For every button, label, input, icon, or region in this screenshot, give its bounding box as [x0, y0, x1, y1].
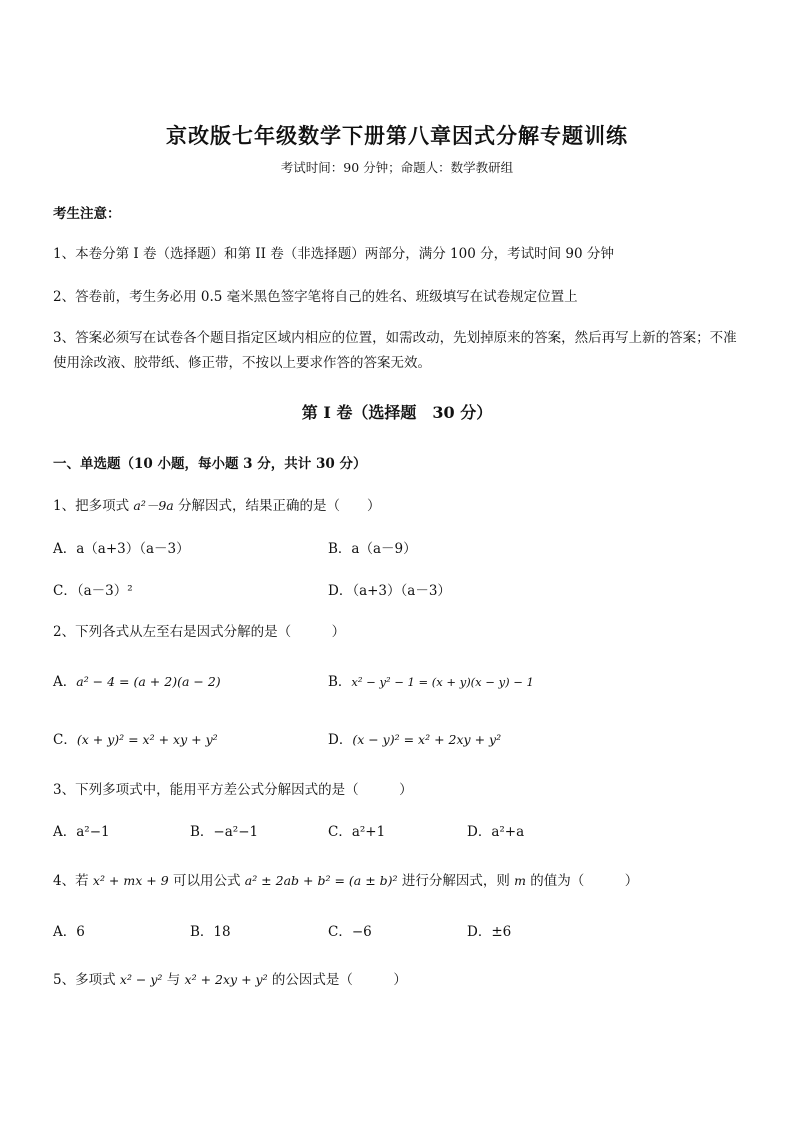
question-5-math-2: x² + 2xy + y²: [184, 972, 268, 987]
question-5-math-1: x² − y²: [119, 972, 163, 987]
question-2-option-a: [53, 670, 221, 690]
question-1-option-a: A．a（a+3）（a－3）: [53, 541, 190, 557]
question-4-math-3: m: [514, 873, 526, 888]
question-2-option-c: [53, 728, 218, 748]
question-2-stem: 2、下列各式从左至右是因式分解的是（ ）: [53, 624, 346, 640]
question-2-option-a-label: A．: [53, 674, 77, 690]
question-3-option-d: D．a²+a: [467, 824, 525, 840]
question-5-stem: [53, 968, 407, 988]
exam-info: 考试时间：90 分钟；命题人：数学教研组: [280, 160, 514, 175]
question-2-option-d-math: (x − y)² = x² + 2xy + y²: [352, 732, 502, 747]
question-1-option-c: C．（a－3）²: [53, 583, 133, 599]
question-1-option-b: B．a（a－9）: [328, 541, 417, 557]
question-3-stem: 3、下列多项式中，能用平方差公式分解因式的是（ ）: [53, 782, 413, 798]
question-2-option-c-label: C．: [53, 732, 77, 748]
question-4-text-mid-2: 进行分解因式，则: [397, 873, 515, 889]
notice-item-2: 2、答卷前，考生务必用 0.5 毫米黑色签字笔将自己的姓名、班级填写在试卷规定位置上: [53, 289, 578, 305]
question-2-option-b-label: B．: [328, 674, 352, 690]
question-3-option-a: A．a²−1: [53, 824, 110, 840]
question-4-stem: [53, 869, 638, 889]
question-2-option-b: [328, 670, 534, 690]
question-2-option-b-math: x² − y² − 1 = (x + y)(x − y) − 1: [351, 675, 534, 689]
question-4-option-b: B．18: [190, 924, 231, 940]
question-4-math-1: x² + mx + 9: [92, 873, 169, 888]
question-1-math: a²－9a: [133, 498, 174, 513]
question-4-option-a: A．6: [53, 924, 85, 940]
question-5-text-post: 的公因式是（ ）: [267, 972, 407, 988]
page-title: 京改版七年级数学下册第八章因式分解专题训练: [166, 123, 628, 148]
question-1-text-post: 分解因式，结果正确的是（ ）: [173, 498, 381, 514]
notice-heading: 考生注意：: [53, 206, 121, 222]
notice-item-3: 3、答案必须写在试卷各个题目指定区域内相应的位置，如需改动，先划掉原来的答案，然后再写上新的答案；不准使用涂改液、胶带纸、修正带，不按以上要求作答的答案无效。: [53, 330, 737, 371]
question-5-text-pre: 5、多项式: [53, 972, 120, 988]
question-4-option-c: C．−6: [328, 924, 372, 940]
question-4-option-d: D．±6: [467, 924, 512, 940]
question-1-stem: [53, 494, 381, 514]
question-4-text-post: 的值为（ ）: [526, 873, 639, 889]
notice-item-1: 1、本卷分第 I 卷（选择题）和第 II 卷（非选择题）两部分，满分 100 分，考试时间 90 分钟: [53, 246, 614, 262]
question-4-text-pre: 4、若: [53, 873, 93, 889]
question-1-option-d: D．（a+3）（a－3）: [328, 583, 451, 599]
question-2-option-d: [328, 728, 501, 748]
question-2-option-d-label: D．: [328, 732, 353, 748]
part-heading: 一、单选题（10 小题，每小题 3 分，共计 30 分）: [53, 456, 367, 472]
question-2-option-c-math: (x + y)² = x² + xy + y²: [76, 732, 218, 747]
section-title: 第 I 卷（选择题 30 分）: [301, 403, 493, 422]
question-3-option-c: C．a²+1: [328, 824, 386, 840]
question-5-text-mid: 与: [162, 972, 185, 988]
question-4-math-2: a² ± 2ab + b² = (a ± b)²: [244, 873, 398, 888]
question-2-option-a-math: a² − 4 = (a + 2)(a − 2): [76, 674, 221, 689]
question-1-text-pre: 1、把多项式: [53, 498, 134, 514]
question-4-text-mid: 可以用公式: [168, 873, 245, 889]
question-3-option-b: B．−a²−1: [190, 824, 259, 840]
